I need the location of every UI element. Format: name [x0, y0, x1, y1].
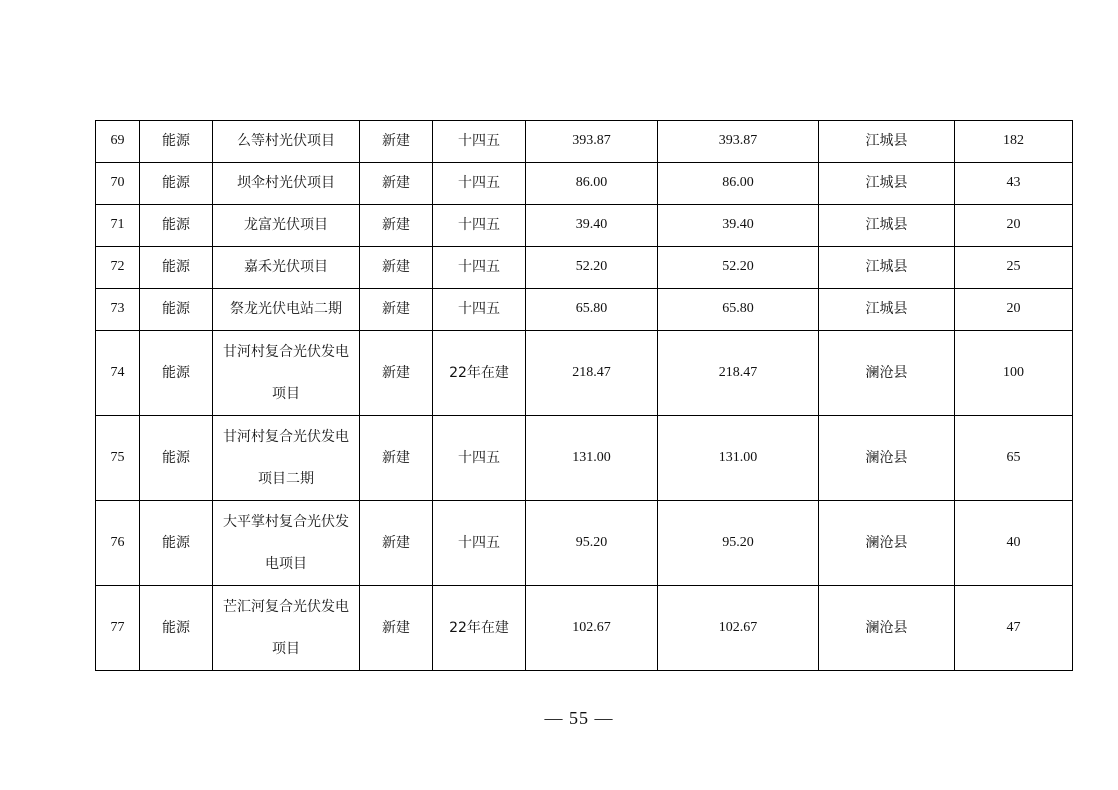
- county-cell: 江城县: [819, 121, 955, 163]
- project-name: 嘉禾光伏项目: [244, 259, 328, 276]
- type-cell: 新建: [360, 501, 433, 586]
- table-row: [96, 121, 1073, 163]
- county-cell: 澜沧县: [819, 331, 955, 416]
- type-cell: 新建: [360, 416, 433, 501]
- period-cell: 十四五: [433, 163, 526, 205]
- investment-cell: 65.80: [658, 289, 819, 331]
- capacity-cell: 20: [955, 289, 1073, 331]
- total-cell: 65.80: [526, 289, 658, 331]
- row-number: 70: [96, 163, 140, 205]
- row-number: 75: [96, 416, 140, 501]
- period-cell: 22年在建: [433, 331, 526, 416]
- type-cell: 新建: [360, 205, 433, 247]
- table-row: [96, 205, 1073, 247]
- category-cell: 能源: [140, 501, 213, 586]
- capacity-cell: 25: [955, 247, 1073, 289]
- row-number: 71: [96, 205, 140, 247]
- project-name-cell: [213, 163, 360, 205]
- row-number: 73: [96, 289, 140, 331]
- type-cell: 新建: [360, 289, 433, 331]
- county-cell: 江城县: [819, 289, 955, 331]
- project-name-cell: [213, 331, 360, 416]
- category-cell: 能源: [140, 205, 213, 247]
- project-table: [95, 120, 1073, 671]
- table-row: [96, 247, 1073, 289]
- investment-cell: 131.00: [658, 416, 819, 501]
- investment-cell: 86.00: [658, 163, 819, 205]
- period-cell: 十四五: [433, 205, 526, 247]
- project-name-cell: [213, 247, 360, 289]
- row-number: 77: [96, 586, 140, 671]
- total-cell: 393.87: [526, 121, 658, 163]
- row-number: 74: [96, 331, 140, 416]
- type-cell: 新建: [360, 163, 433, 205]
- investment-cell: 95.20: [658, 501, 819, 586]
- type-cell: 新建: [360, 586, 433, 671]
- project-name: 甘河村复合光伏发电项目: [223, 344, 349, 402]
- project-name: 龙富光伏项目: [244, 217, 328, 234]
- total-cell: 218.47: [526, 331, 658, 416]
- row-number: 69: [96, 121, 140, 163]
- category-cell: 能源: [140, 247, 213, 289]
- county-cell: 江城县: [819, 205, 955, 247]
- project-name-cell: [213, 121, 360, 163]
- row-number: 76: [96, 501, 140, 586]
- type-cell: 新建: [360, 247, 433, 289]
- project-name-cell: [213, 416, 360, 501]
- capacity-cell: 182: [955, 121, 1073, 163]
- total-cell: 95.20: [526, 501, 658, 586]
- project-name-cell: [213, 289, 360, 331]
- county-cell: 江城县: [819, 247, 955, 289]
- category-cell: 能源: [140, 416, 213, 501]
- category-cell: 能源: [140, 289, 213, 331]
- county-cell: 江城县: [819, 163, 955, 205]
- type-cell: 新建: [360, 121, 433, 163]
- category-cell: 能源: [140, 331, 213, 416]
- total-cell: 102.67: [526, 586, 658, 671]
- capacity-cell: 65: [955, 416, 1073, 501]
- project-name: 甘河村复合光伏发电项目二期: [223, 429, 349, 487]
- investment-cell: 39.40: [658, 205, 819, 247]
- table-row: [96, 501, 1073, 586]
- county-cell: 澜沧县: [819, 416, 955, 501]
- category-cell: 能源: [140, 121, 213, 163]
- table-row: [96, 331, 1073, 416]
- project-name-cell: [213, 205, 360, 247]
- period-cell: 十四五: [433, 289, 526, 331]
- table-row: [96, 163, 1073, 205]
- category-cell: 能源: [140, 163, 213, 205]
- period-cell: 十四五: [433, 416, 526, 501]
- period-cell: 22年在建: [433, 586, 526, 671]
- period-cell: 十四五: [433, 247, 526, 289]
- project-name-cell: [213, 501, 360, 586]
- table-row: [96, 289, 1073, 331]
- project-name: 么等村光伏项目: [237, 133, 335, 150]
- capacity-cell: 43: [955, 163, 1073, 205]
- investment-cell: 52.20: [658, 247, 819, 289]
- total-cell: 131.00: [526, 416, 658, 501]
- project-name: 坝伞村光伏项目: [237, 175, 335, 192]
- total-cell: 39.40: [526, 205, 658, 247]
- page-number: — 55 —: [544, 708, 614, 728]
- row-number: 72: [96, 247, 140, 289]
- capacity-cell: 20: [955, 205, 1073, 247]
- period-cell: 十四五: [433, 501, 526, 586]
- table-row: [96, 416, 1073, 501]
- county-cell: 澜沧县: [819, 501, 955, 586]
- total-cell: 52.20: [526, 247, 658, 289]
- period-cell: 十四五: [433, 121, 526, 163]
- project-name: 祭龙光伏电站二期: [230, 301, 342, 318]
- project-name-cell: [213, 586, 360, 671]
- project-name: 大平掌村复合光伏发电项目: [223, 514, 349, 572]
- county-cell: 澜沧县: [819, 586, 955, 671]
- category-cell: 能源: [140, 586, 213, 671]
- investment-cell: 102.67: [658, 586, 819, 671]
- total-cell: 86.00: [526, 163, 658, 205]
- capacity-cell: 100: [955, 331, 1073, 416]
- capacity-cell: 47: [955, 586, 1073, 671]
- investment-cell: 393.87: [658, 121, 819, 163]
- project-name: 芒汇河复合光伏发电项目: [223, 599, 349, 657]
- type-cell: 新建: [360, 331, 433, 416]
- investment-cell: 218.47: [658, 331, 819, 416]
- table-row: [96, 586, 1073, 671]
- capacity-cell: 40: [955, 501, 1073, 586]
